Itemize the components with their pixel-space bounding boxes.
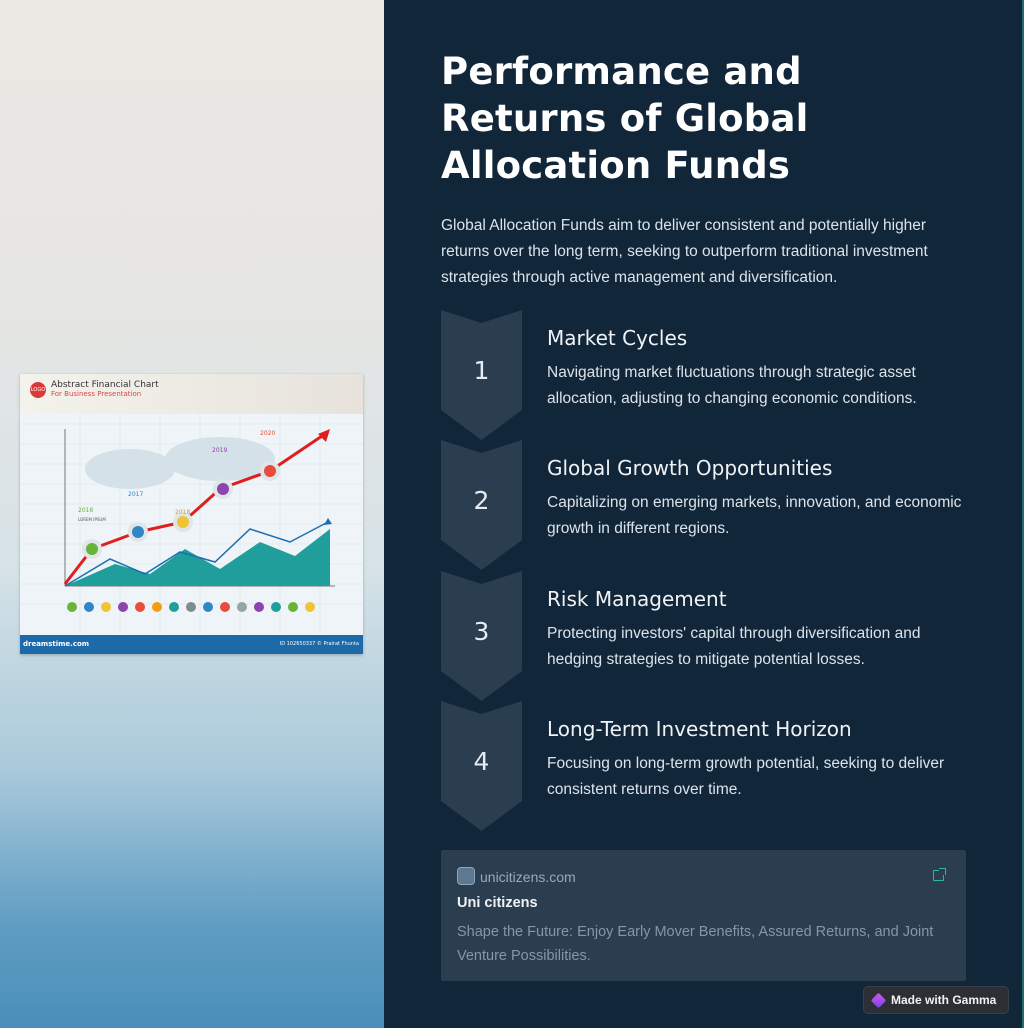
- step-number: 3: [473, 617, 490, 646]
- image-logo: LOGO: [30, 382, 46, 398]
- year-label: 2019: [212, 447, 228, 454]
- step-title: Global Growth Opportunities: [547, 456, 833, 480]
- step-item: [441, 310, 981, 440]
- year-label: 2020: [260, 430, 276, 437]
- card-title: Uni citizens: [457, 895, 538, 911]
- financial-chart-image: [20, 374, 363, 654]
- step-description: Focusing on long-term growth potential, seeking to deliver consistent returns over time.: [547, 755, 945, 798]
- external-link-icon[interactable]: [933, 870, 944, 881]
- image-id: ID 102650337 © Prairat Fhunta: [279, 641, 359, 647]
- made-with-gamma-badge[interactable]: [863, 986, 1009, 1014]
- point-label: LOREM IPSUM: [78, 517, 106, 522]
- card-description: Shape the Future: Enjoy Early Mover Benefits, Assured Returns, and Joint Venture Possibilities.: [457, 924, 934, 964]
- intro-text: Global Allocation Funds aim to deliver consistent and potentially higher returns over the long term, seeking to outperform traditional investment strategies through active management and diversification.: [441, 217, 928, 286]
- step-title: Risk Management: [547, 587, 727, 611]
- site-favicon-icon: [457, 867, 475, 885]
- left-image-panel: [0, 0, 384, 1028]
- link-preview-card[interactable]: [441, 850, 966, 981]
- card-domain: unicitizens.com: [480, 869, 576, 885]
- image-footer: [20, 635, 363, 654]
- step-title: Long-Term Investment Horizon: [547, 717, 852, 741]
- step-item: [441, 571, 981, 701]
- step-description: Protecting investors' capital through diversification and hedging strategies to mitigate potential losses.: [547, 625, 921, 668]
- badge-label: Made with Gamma: [891, 993, 997, 1007]
- image-chart-graphic: [20, 374, 363, 654]
- step-number: 1: [473, 356, 490, 385]
- step-item: [441, 701, 981, 831]
- step-title: Market Cycles: [547, 326, 688, 350]
- gamma-logo-icon: [871, 993, 887, 1009]
- step-number: 2: [473, 486, 490, 515]
- year-label: 2017: [128, 491, 144, 498]
- step-description: Navigating market fluctuations through strategic asset allocation, adjusting to changing economic conditions.: [547, 364, 917, 407]
- step-number: 4: [473, 747, 490, 776]
- step-description: Capitalizing on emerging markets, innovation, and economic growth in different regions.: [547, 494, 962, 537]
- year-label: 2018: [175, 509, 191, 516]
- page-title: Performance and Returns of Global Allocation Funds: [441, 50, 809, 187]
- step-item: [441, 440, 981, 570]
- year-label: 2016: [78, 507, 94, 514]
- image-title: Abstract Financial Chart: [51, 380, 159, 390]
- image-brand: dreamstime.com: [23, 640, 90, 648]
- image-subtitle: For Business Presentation: [51, 390, 142, 398]
